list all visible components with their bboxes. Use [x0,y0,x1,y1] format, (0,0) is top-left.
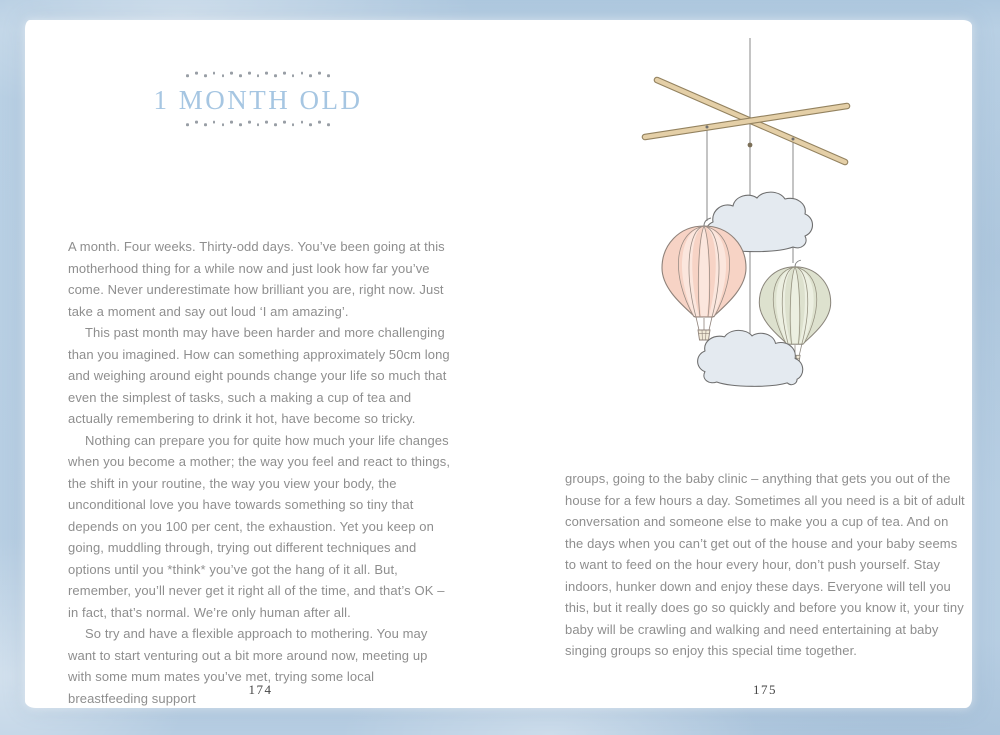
paragraph: groups, going to the baby clinic – anything that gets you out of the house for a few hours a day. Sometimes all you need is a bit of adult conversation and someone else to make you a cup of tea. And on the days when you can’t get out of the house and your baby seems to want to feed on the hour every hour, don’t push yourself. Stay indoors, hunker down and enjoy these days. Everyone will tell you this, but it really does go so quickly and before you know it, your tiny baby will be crawling and walking and need entertaining at baby singing groups so enjoy this special time together. [565,471,965,658]
book-page [25,20,972,708]
stick-knot [748,143,753,148]
chapter-heading [68,66,448,134]
page-number-left: 174 [248,682,273,697]
stick-fill [645,106,847,137]
baby-mobile-illustration [580,25,980,475]
paragraph: Nothing can prepare you for quite how much your life changes when you become a mother; the way you feel and react to things, the shift in your routine, the way you view your body, the unconditional love you have towards something so tiny that depends on you 100 per cent, the exhaustion. Yet you keep on going, muddling through, trying out different techniques and options until you *think* you’ve got the hang of it all. But, remember, you’ll never get it right all of the time, and that’s OK – in fact, that’s normal. We’re only human after all. [68,432,451,620]
paragraph: A month. Four weeks. Thirty-odd days. You’ve been going at this motherhood thing for a while now and just look how far you’ve come. Never underestimate how brilliant you are, right now. Just take a moment and say out loud ‘I am amazing’. [68,239,445,319]
dotted-divider-bottom [68,121,448,128]
page-number-right: 175 [753,682,777,697]
chapter-title: 1 MONTH OLD [153,85,363,115]
paragraph: So try and have a flexible approach to mothering. You may want to start venturing out a bit more around now, meeting up with some mum mates you’ve met, trying some local breastfeeding support [68,626,428,706]
right-page-text [565,468,965,662]
mobile-sticks [645,80,847,162]
dotted-divider-top [68,72,448,79]
paragraph: This past month may have been harder and more challenging than you imagined. How can something approximately 50cm long and weighing around eight pounds change your life so much that even the simplest of tasks, such a making a cup of tea and actually remembering to drink it hot, have become so tricky. [68,325,450,426]
string-knot [792,138,795,141]
balloon-basket [698,330,710,340]
left-page-text [68,236,453,709]
basket-ropes [696,317,712,330]
string-knot [706,126,709,129]
balloon-hook [795,260,801,267]
